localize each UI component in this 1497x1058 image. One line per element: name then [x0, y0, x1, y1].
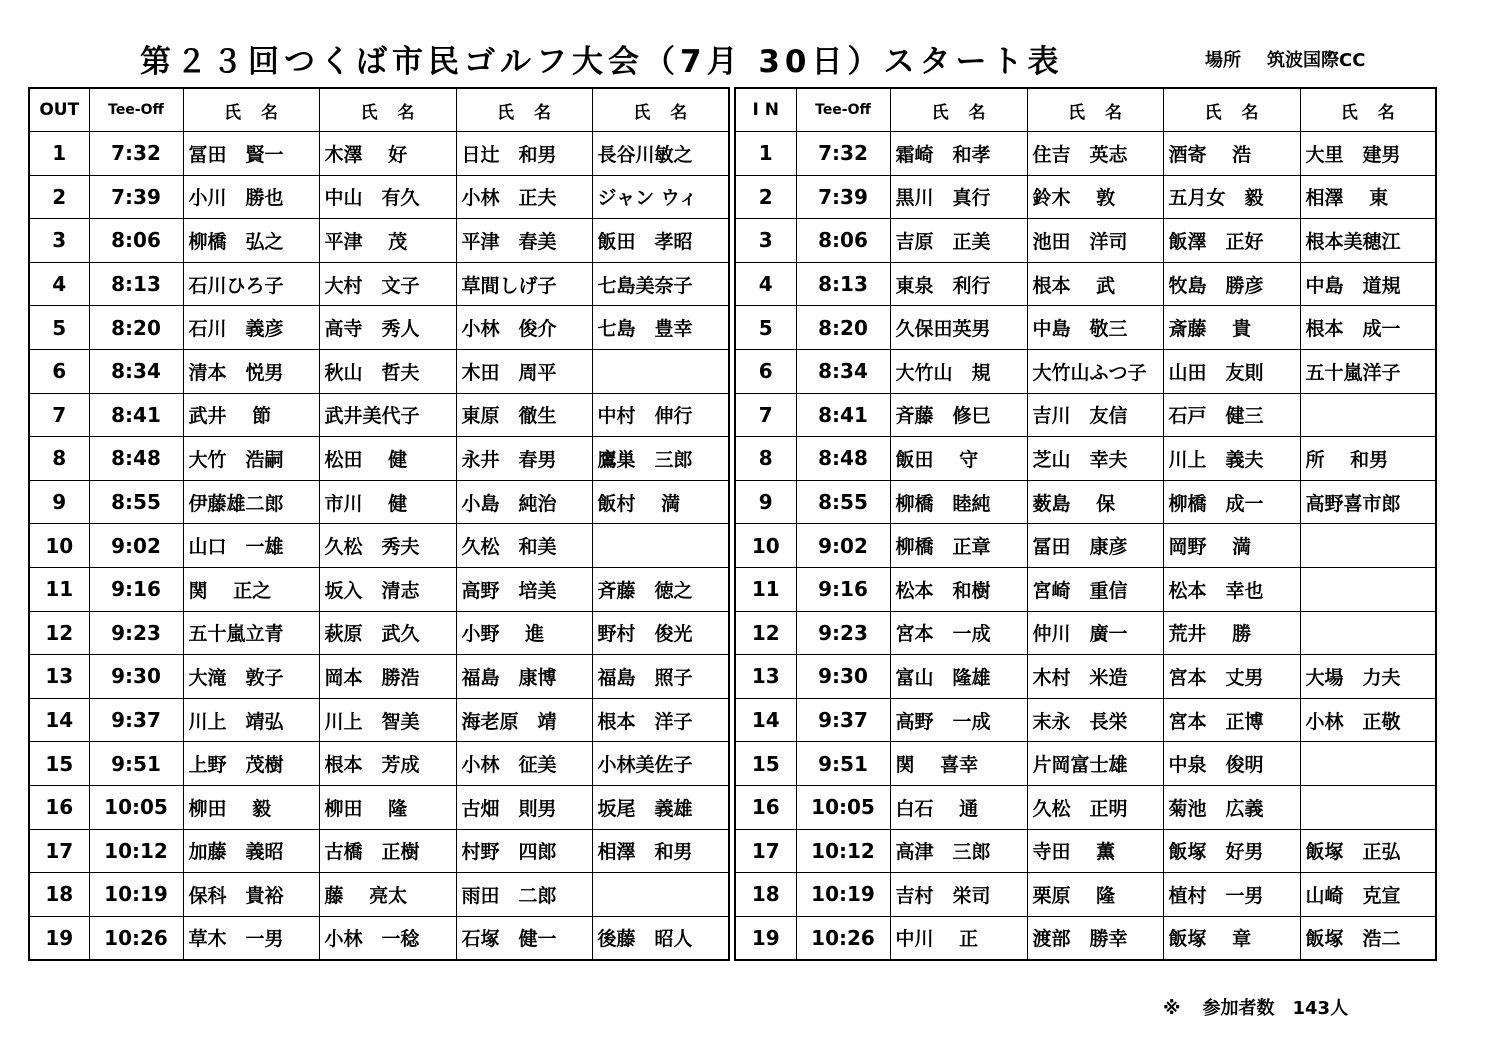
in-player-name: 宮本 一成 — [890, 611, 1027, 655]
in-player-name: 高野喜市郎 — [1300, 480, 1436, 524]
out-player-name: ジャン ウィ — [592, 175, 729, 219]
out-player-name: 根本 芳成 — [319, 742, 456, 786]
in-table-row — [735, 262, 1436, 306]
in-player-name: 中川 正 — [890, 916, 1027, 960]
out-table-row — [29, 916, 729, 960]
out-player-name: 古畑 則男 — [456, 785, 592, 829]
out-player-name: 上野 茂樹 — [183, 742, 319, 786]
out-player-name: 東原 徹生 — [456, 393, 592, 437]
out-player-name: 平津 茂 — [319, 219, 456, 263]
in-tee-off-time: 9:16 — [796, 567, 890, 611]
page-title: 第２３回つくば市民ゴルフ大会（7月 30日）スタート表 — [140, 44, 1064, 80]
in-player-name: 東泉 利行 — [890, 262, 1027, 306]
out-player-name: 野村 俊光 — [592, 611, 729, 655]
out-player-name: 保科 貴裕 — [183, 873, 319, 917]
in-player-name: 柳橋 成一 — [1163, 480, 1300, 524]
out-tee-off-time: 8:13 — [89, 262, 183, 306]
in-player-name: 五月女 毅 — [1163, 175, 1300, 219]
in-player-name — [1300, 524, 1436, 568]
out-tee-off-time: 8:34 — [89, 349, 183, 393]
out-table-row — [29, 480, 729, 524]
in-table-row — [735, 785, 1436, 829]
out-group-number: 17 — [29, 829, 89, 873]
in-player-name: 久松 正明 — [1027, 785, 1163, 829]
in-table-row — [735, 567, 1436, 611]
out-player-name: 柳田 隆 — [319, 785, 456, 829]
out-player-name: 村野 四郎 — [456, 829, 592, 873]
in-tee-off-time: 10:26 — [796, 916, 890, 960]
out-player-name: 七島 豊幸 — [592, 306, 729, 350]
in-player-name: 柳橋 睦純 — [890, 480, 1027, 524]
out-group-number: 13 — [29, 655, 89, 699]
in-table-row — [735, 916, 1436, 960]
out-group-number: 2 — [29, 175, 89, 219]
in-player-name: 吉村 栄司 — [890, 873, 1027, 917]
in-player-name: 松本 幸也 — [1163, 567, 1300, 611]
out-player-name: 相澤 和男 — [592, 829, 729, 873]
out-player-name: 市川 健 — [319, 480, 456, 524]
out-player-name: 草木 一男 — [183, 916, 319, 960]
out-player-name: 根本 洋子 — [592, 698, 729, 742]
in-player-name: 山崎 克宣 — [1300, 873, 1436, 917]
in-player-name: 住吉 英志 — [1027, 132, 1163, 176]
out-name-header-4: 氏名 — [592, 88, 729, 132]
in-group-number: 18 — [735, 873, 796, 917]
out-player-name: 小川 勝也 — [183, 175, 319, 219]
in-tee-off-time: 8:20 — [796, 306, 890, 350]
in-player-name: 末永 長栄 — [1027, 698, 1163, 742]
out-group-number: 6 — [29, 349, 89, 393]
out-table-row — [29, 437, 729, 481]
in-table-row — [735, 306, 1436, 350]
out-group-number: 1 — [29, 132, 89, 176]
out-tee-off-time: 9:51 — [89, 742, 183, 786]
out-tee-off-time: 9:23 — [89, 611, 183, 655]
in-player-name: 高野 一成 — [890, 698, 1027, 742]
out-player-name: 秋山 哲夫 — [319, 349, 456, 393]
in-tee-off-time: 10:19 — [796, 873, 890, 917]
out-table-row — [29, 655, 729, 699]
in-player-name — [1300, 785, 1436, 829]
out-player-name — [592, 524, 729, 568]
out-group-number: 10 — [29, 524, 89, 568]
out-player-name: 坂尾 義雄 — [592, 785, 729, 829]
out-table-row — [29, 742, 729, 786]
in-table-row — [735, 611, 1436, 655]
out-tee-off-time: 9:30 — [89, 655, 183, 699]
in-player-name: 久保田英男 — [890, 306, 1027, 350]
in-player-name: 植村 一男 — [1163, 873, 1300, 917]
in-player-name: 飯塚 浩二 — [1300, 916, 1436, 960]
out-player-name: 藤 亮太 — [319, 873, 456, 917]
out-tee-off-header: Tee-Off — [89, 88, 183, 132]
out-player-name: 大竹 浩嗣 — [183, 437, 319, 481]
out-tee-off-time: 7:39 — [89, 175, 183, 219]
out-player-name: 岡本 勝浩 — [319, 655, 456, 699]
out-player-name: 久松 和美 — [456, 524, 592, 568]
in-player-name: 白石 通 — [890, 785, 1027, 829]
out-group-number: 3 — [29, 219, 89, 263]
out-player-name: 斉藤 徳之 — [592, 567, 729, 611]
in-player-name — [1300, 567, 1436, 611]
out-player-name: 小林 正夫 — [456, 175, 592, 219]
in-table-row — [735, 742, 1436, 786]
out-player-name: 鷹巣 三郎 — [592, 437, 729, 481]
out-group-number: 4 — [29, 262, 89, 306]
out-course-header: OUT — [29, 88, 89, 132]
out-group-number: 18 — [29, 873, 89, 917]
in-player-name: 根本 武 — [1027, 262, 1163, 306]
in-tee-off-time: 10:12 — [796, 829, 890, 873]
out-player-name: 萩原 武久 — [319, 611, 456, 655]
in-player-name: 牧島 勝彦 — [1163, 262, 1300, 306]
out-player-name: 武井 節 — [183, 393, 319, 437]
out-player-name: 武井美代子 — [319, 393, 456, 437]
in-name-header-3: 氏名 — [1163, 88, 1300, 132]
out-name-header-3: 氏名 — [456, 88, 592, 132]
in-group-number: 7 — [735, 393, 796, 437]
in-player-name — [1300, 742, 1436, 786]
out-table-row — [29, 785, 729, 829]
out-player-name: 小野 進 — [456, 611, 592, 655]
out-tee-off-time: 7:32 — [89, 132, 183, 176]
out-player-name: 関 正之 — [183, 567, 319, 611]
in-player-name: 菊池 広義 — [1163, 785, 1300, 829]
out-table-row — [29, 175, 729, 219]
out-player-name: 木田 周平 — [456, 349, 592, 393]
out-table-row — [29, 873, 729, 917]
in-player-name: 飯塚 章 — [1163, 916, 1300, 960]
in-player-name: 大竹山 規 — [890, 349, 1027, 393]
in-player-name: 芝山 幸夫 — [1027, 437, 1163, 481]
in-group-number: 2 — [735, 175, 796, 219]
venue — [1205, 46, 1365, 72]
in-tee-off-time: 9:02 — [796, 524, 890, 568]
in-player-name: 薮島 保 — [1027, 480, 1163, 524]
out-table-row — [29, 829, 729, 873]
out-player-name: 高野 培美 — [456, 567, 592, 611]
venue-name: 筑波国際CC — [1267, 50, 1366, 71]
out-table-row — [29, 306, 729, 350]
in-player-name: 中泉 俊明 — [1163, 742, 1300, 786]
out-group-number: 11 — [29, 567, 89, 611]
out-table-row — [29, 262, 729, 306]
in-table-row — [735, 393, 1436, 437]
in-player-name: 黒川 真行 — [890, 175, 1027, 219]
in-table-row — [735, 219, 1436, 263]
in-group-number: 5 — [735, 306, 796, 350]
out-tee-off-time: 9:37 — [89, 698, 183, 742]
in-name-header-4: 氏名 — [1300, 88, 1436, 132]
note-mark: ※ — [1163, 998, 1181, 1019]
in-player-name: 斉藤 修巳 — [890, 393, 1027, 437]
out-player-name: 山口 一雄 — [183, 524, 319, 568]
out-player-name: 大村 文子 — [319, 262, 456, 306]
in-player-name: 石戸 健三 — [1163, 393, 1300, 437]
in-player-name: 飯澤 正好 — [1163, 219, 1300, 263]
out-group-number: 7 — [29, 393, 89, 437]
in-table-row — [735, 524, 1436, 568]
in-player-name: 根本美穂江 — [1300, 219, 1436, 263]
out-table-row — [29, 698, 729, 742]
out-header-row — [29, 88, 729, 132]
out-tee-off-time: 8:55 — [89, 480, 183, 524]
in-group-number: 19 — [735, 916, 796, 960]
out-table-row — [29, 349, 729, 393]
in-player-name — [1300, 393, 1436, 437]
in-group-number: 11 — [735, 567, 796, 611]
out-player-name: 柳田 毅 — [183, 785, 319, 829]
in-player-name: 所 和男 — [1300, 437, 1436, 481]
in-table-row — [735, 132, 1436, 176]
out-player-name: 永井 春男 — [456, 437, 592, 481]
out-player-name: 木澤 好 — [319, 132, 456, 176]
in-tee-off-header: Tee-Off — [796, 88, 890, 132]
in-player-name: 荒井 勝 — [1163, 611, 1300, 655]
out-player-name: 草間しげ子 — [456, 262, 592, 306]
out-player-name: 柳橋 弘之 — [183, 219, 319, 263]
in-group-number: 1 — [735, 132, 796, 176]
out-tee-off-time: 8:20 — [89, 306, 183, 350]
in-player-name: 岡野 満 — [1163, 524, 1300, 568]
out-player-name: 加藤 義昭 — [183, 829, 319, 873]
out-tee-off-time: 10:12 — [89, 829, 183, 873]
out-player-name: 久松 秀夫 — [319, 524, 456, 568]
out-player-name: 小林 俊介 — [456, 306, 592, 350]
in-group-number: 14 — [735, 698, 796, 742]
in-table-row — [735, 480, 1436, 524]
out-player-name — [592, 349, 729, 393]
out-player-name: 伊藤雄二郎 — [183, 480, 319, 524]
out-group-number: 19 — [29, 916, 89, 960]
in-player-name: 霜崎 和孝 — [890, 132, 1027, 176]
in-group-number: 17 — [735, 829, 796, 873]
in-player-name: 飯田 守 — [890, 437, 1027, 481]
out-tee-off-time: 10:05 — [89, 785, 183, 829]
out-player-name: 大滝 敦子 — [183, 655, 319, 699]
in-tee-off-time: 7:32 — [796, 132, 890, 176]
in-group-number: 8 — [735, 437, 796, 481]
in-tee-off-time: 8:13 — [796, 262, 890, 306]
out-tee-off-time: 10:26 — [89, 916, 183, 960]
out-group-number: 16 — [29, 785, 89, 829]
out-group-number: 15 — [29, 742, 89, 786]
out-player-name: 石塚 健一 — [456, 916, 592, 960]
out-player-name: 飯田 孝昭 — [592, 219, 729, 263]
out-player-name: 七島美奈子 — [592, 262, 729, 306]
out-player-name: 高寺 秀人 — [319, 306, 456, 350]
out-tee-off-time: 8:41 — [89, 393, 183, 437]
out-player-name: 長谷川敏之 — [592, 132, 729, 176]
out-player-name: 小島 純治 — [456, 480, 592, 524]
in-tee-off-time: 9:37 — [796, 698, 890, 742]
in-name-header-2: 氏名 — [1027, 88, 1163, 132]
in-player-name: 鈴木 敦 — [1027, 175, 1163, 219]
out-player-name: 川上 靖弘 — [183, 698, 319, 742]
out-player-name: 清本 悦男 — [183, 349, 319, 393]
in-table-row — [735, 873, 1436, 917]
out-table-row — [29, 567, 729, 611]
out-tee-off-time: 9:16 — [89, 567, 183, 611]
in-tee-off-time: 8:41 — [796, 393, 890, 437]
in-group-number: 6 — [735, 349, 796, 393]
out-player-name: 松田 健 — [319, 437, 456, 481]
in-tee-off-time: 9:51 — [796, 742, 890, 786]
out-table-row — [29, 611, 729, 655]
in-table-row — [735, 829, 1436, 873]
in-player-name: 大場 力夫 — [1300, 655, 1436, 699]
in-group-number: 15 — [735, 742, 796, 786]
in-table-row — [735, 437, 1436, 481]
in-player-name: 川上 義夫 — [1163, 437, 1300, 481]
in-tee-off-time: 8:55 — [796, 480, 890, 524]
in-group-number: 4 — [735, 262, 796, 306]
in-table-row — [735, 175, 1436, 219]
out-player-name: 中村 伸行 — [592, 393, 729, 437]
out-player-name: 海老原 靖 — [456, 698, 592, 742]
in-player-name: 大里 建男 — [1300, 132, 1436, 176]
in-group-number: 9 — [735, 480, 796, 524]
in-player-name: 木村 米造 — [1027, 655, 1163, 699]
in-table-row — [735, 655, 1436, 699]
in-tee-off-time: 8:34 — [796, 349, 890, 393]
out-player-name: 川上 智美 — [319, 698, 456, 742]
out-player-name: 平津 春美 — [456, 219, 592, 263]
in-player-name: 飯塚 正弘 — [1300, 829, 1436, 873]
in-group-number: 16 — [735, 785, 796, 829]
in-start-table — [734, 87, 1437, 961]
in-player-name: 渡部 勝幸 — [1027, 916, 1163, 960]
in-player-name: 吉原 正美 — [890, 219, 1027, 263]
in-player-name: 根本 成一 — [1300, 306, 1436, 350]
out-table-row — [29, 132, 729, 176]
out-name-header-2: 氏名 — [319, 88, 456, 132]
out-player-name: 古橋 正樹 — [319, 829, 456, 873]
in-tee-off-time: 7:39 — [796, 175, 890, 219]
in-player-name: 斎藤 貴 — [1163, 306, 1300, 350]
out-player-name: 坂入 清志 — [319, 567, 456, 611]
in-group-number: 13 — [735, 655, 796, 699]
in-tee-off-time: 10:05 — [796, 785, 890, 829]
out-player-name: 飯村 満 — [592, 480, 729, 524]
out-start-table — [28, 87, 730, 961]
out-table-row — [29, 219, 729, 263]
in-player-name: 大竹山ふつ子 — [1027, 349, 1163, 393]
out-player-name — [592, 873, 729, 917]
in-player-name: 小林 正敬 — [1300, 698, 1436, 742]
in-tee-off-time: 8:06 — [796, 219, 890, 263]
out-player-name: 石川ひろ子 — [183, 262, 319, 306]
in-player-name: 片岡富士雄 — [1027, 742, 1163, 786]
out-table-row — [29, 524, 729, 568]
out-player-name: 福島 康博 — [456, 655, 592, 699]
out-group-number: 5 — [29, 306, 89, 350]
in-player-name: 寺田 薫 — [1027, 829, 1163, 873]
in-player-name: 栗原 隆 — [1027, 873, 1163, 917]
out-player-name: 小林 征美 — [456, 742, 592, 786]
out-player-name: 冨田 賢一 — [183, 132, 319, 176]
in-player-name: 柳橋 正章 — [890, 524, 1027, 568]
out-tee-off-time: 8:48 — [89, 437, 183, 481]
out-player-name: 中山 有久 — [319, 175, 456, 219]
in-player-name: 宮本 正博 — [1163, 698, 1300, 742]
out-table-row — [29, 393, 729, 437]
out-group-number: 8 — [29, 437, 89, 481]
in-player-name: 中島 敬三 — [1027, 306, 1163, 350]
out-tee-off-time: 10:19 — [89, 873, 183, 917]
in-player-name: 宮本 丈男 — [1163, 655, 1300, 699]
in-header-row — [735, 88, 1436, 132]
out-player-name: 福島 照子 — [592, 655, 729, 699]
in-player-name: 冨田 康彦 — [1027, 524, 1163, 568]
in-player-name: 池田 洋司 — [1027, 219, 1163, 263]
in-player-name: 山田 友則 — [1163, 349, 1300, 393]
in-player-name: 仲川 廣一 — [1027, 611, 1163, 655]
in-group-number: 3 — [735, 219, 796, 263]
out-player-name: 雨田 二郎 — [456, 873, 592, 917]
out-player-name: 小林 一稔 — [319, 916, 456, 960]
in-tee-off-time: 9:23 — [796, 611, 890, 655]
in-tee-off-time: 9:30 — [796, 655, 890, 699]
out-group-number: 14 — [29, 698, 89, 742]
out-player-name: 五十嵐立青 — [183, 611, 319, 655]
out-player-name: 後藤 昭人 — [592, 916, 729, 960]
in-course-header: I N — [735, 88, 796, 132]
in-group-number: 10 — [735, 524, 796, 568]
out-tee-off-time: 8:06 — [89, 219, 183, 263]
in-table-row — [735, 349, 1436, 393]
in-player-name: 富山 隆雄 — [890, 655, 1027, 699]
in-player-name: 五十嵐洋子 — [1300, 349, 1436, 393]
out-group-number: 9 — [29, 480, 89, 524]
out-name-header-1: 氏名 — [183, 88, 319, 132]
in-player-name: 吉川 友信 — [1027, 393, 1163, 437]
in-player-name: 松本 和樹 — [890, 567, 1027, 611]
in-player-name — [1300, 611, 1436, 655]
participant-count-note — [1163, 994, 1348, 1020]
out-player-name: 小林美佐子 — [592, 742, 729, 786]
out-player-name: 石川 義彦 — [183, 306, 319, 350]
in-player-name: 中島 道規 — [1300, 262, 1436, 306]
out-tee-off-time: 9:02 — [89, 524, 183, 568]
in-table-row — [735, 698, 1436, 742]
in-name-header-1: 氏名 — [890, 88, 1027, 132]
in-group-number: 12 — [735, 611, 796, 655]
venue-label: 場所 — [1205, 50, 1241, 71]
in-player-name: 酒寄 浩 — [1163, 132, 1300, 176]
out-group-number: 12 — [29, 611, 89, 655]
in-player-name: 相澤 東 — [1300, 175, 1436, 219]
in-player-name: 関 喜幸 — [890, 742, 1027, 786]
participant-count: 参加者数 143人 — [1202, 998, 1349, 1019]
in-tee-off-time: 8:48 — [796, 437, 890, 481]
in-player-name: 高津 三郎 — [890, 829, 1027, 873]
out-player-name: 日辻 和男 — [456, 132, 592, 176]
in-player-name: 飯塚 好男 — [1163, 829, 1300, 873]
in-player-name: 宮崎 重信 — [1027, 567, 1163, 611]
